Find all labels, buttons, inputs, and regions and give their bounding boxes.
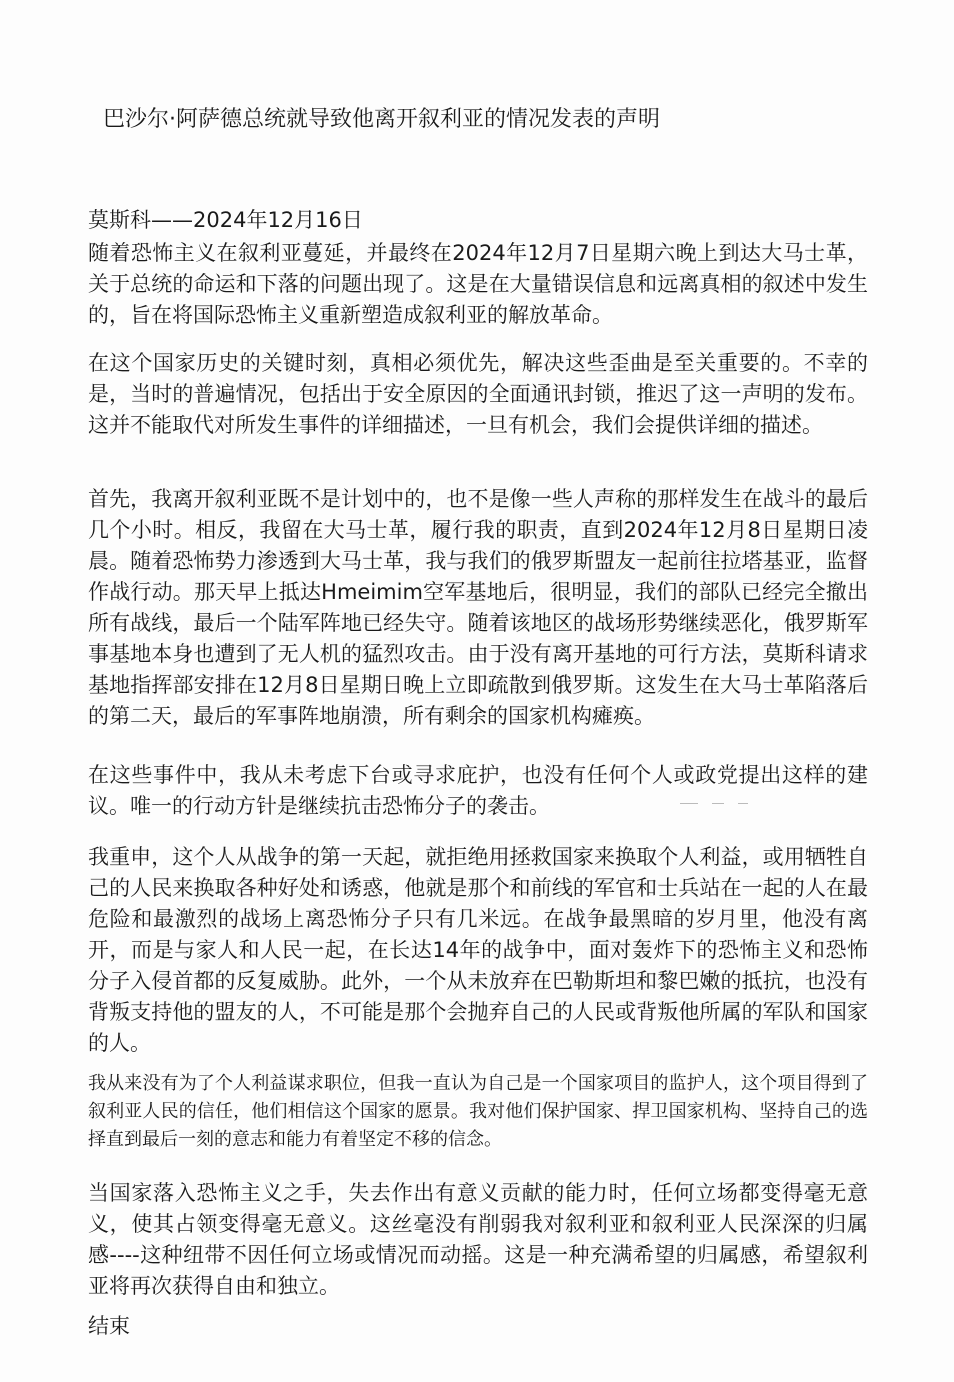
dateline: 莫斯科——2024年12月16日 (88, 208, 363, 232)
paragraph-1: 随着恐怖主义在叙利亚蔓延，并最终在2024年12月7日星期六晚上到达大马士革，关于总统的命运和下落的问题出现了。这是在大量错误信息和远离真相的叙述中发生的，旨在将国际恐怖主义重新塑造成叙利亚的解放革命。 (88, 241, 868, 327)
paragraph-5: 我重申，这个人从战争的第一天起，就拒绝用拯救国家来换取个人利益，或用牺牲自己的人民来换取各种好处和诱惑，他就是那个和前线的军官和士兵站在一起的人在最危险和最激烈的战场上离恐怖分子只有几米远。在战争最黑暗的岁月里，他没有离开，而是与家人和人民一起，在长达14年的战争中，面对轰炸下的恐怖主义和恐怖分子入侵首都的反复威胁。此外，一个从未放弃在巴勒斯坦和黎巴嫩的抵抗，也没有背叛支持他的盟友的人，不可能是那个会抛弃自己的人民或背叛他所属的军队和国家的人。 (88, 845, 868, 1055)
paragraph-7: 当国家落入恐怖主义之手，失去作出有意义贡献的能力时，任何立场都变得毫无意义，使其占领变得毫无意义。这丝毫没有削弱我对叙利亚和叙利亚人民深深的归属感----这种纽带不因任何立场或情况而动摇。这是一种充满希望的归属感，希望叙利亚将再次获得自由和独立。 (88, 1181, 868, 1298)
scan-artifact (712, 803, 724, 804)
statement-title: 巴沙尔·阿萨德总统就导致他离开叙利亚的情况发表的声明 (103, 107, 660, 132)
scan-artifact (738, 803, 748, 804)
paragraph-4: 在这些事件中，我从未考虑下台或寻求庇护，也没有任何个人或政党提出这样的建议。唯一的行动方针是继续抗击恐怖分子的袭击。 (88, 763, 868, 818)
scan-artifact (680, 803, 698, 804)
paragraph-3: 首先，我离开叙利亚既不是计划中的，也不是像一些人声称的那样发生在战斗的最后几个小时。相反，我留在大马士革，履行我的职责，直到2024年12月8日星期日凌晨。随着恐怖势力渗透到大马士革，我与我们的俄罗斯盟友一起前往拉塔基亚，监督作战行动。那天早上抵达Hmeimim空军基地后，很明显，我们的部队已经完全撤出所有战线，最后一个陆军阵地已经失守。随着该地区的战场形势继续恶化，俄罗斯军事基地本身也遭到了无人机的猛烈攻击。由于没有离开基地的可行方法，莫斯科请求基地指挥部安排在12月8日星期日晚上立即疏散到俄罗斯。这发生在大马士革陷落后的第二天，最后的军事阵地崩溃，所有剩余的国家机构瘫痪。 (88, 487, 868, 728)
paragraph-2: 在这个国家历史的关键时刻，真相必须优先，解决这些歪曲是至关重要的。不幸的是，当时的普遍情况，包括出于安全原因的全面通讯封锁，推迟了这一声明的发布。这并不能取代对所发生事件的详细描述，一旦有机会，我们会提供详细的描述。 (88, 351, 868, 437)
closing-text: 结束 (88, 1314, 130, 1338)
paragraph-6: 我从来没有为了个人利益谋求职位，但我一直认为自己是一个国家项目的监护人，这个项目得到了叙利亚人民的信任，他们相信这个国家的愿景。我对他们保护国家、捍卫国家机构、坚持自己的选择直到最后一刻的意志和能力有着坚定不移的信念。 (88, 1073, 868, 1150)
